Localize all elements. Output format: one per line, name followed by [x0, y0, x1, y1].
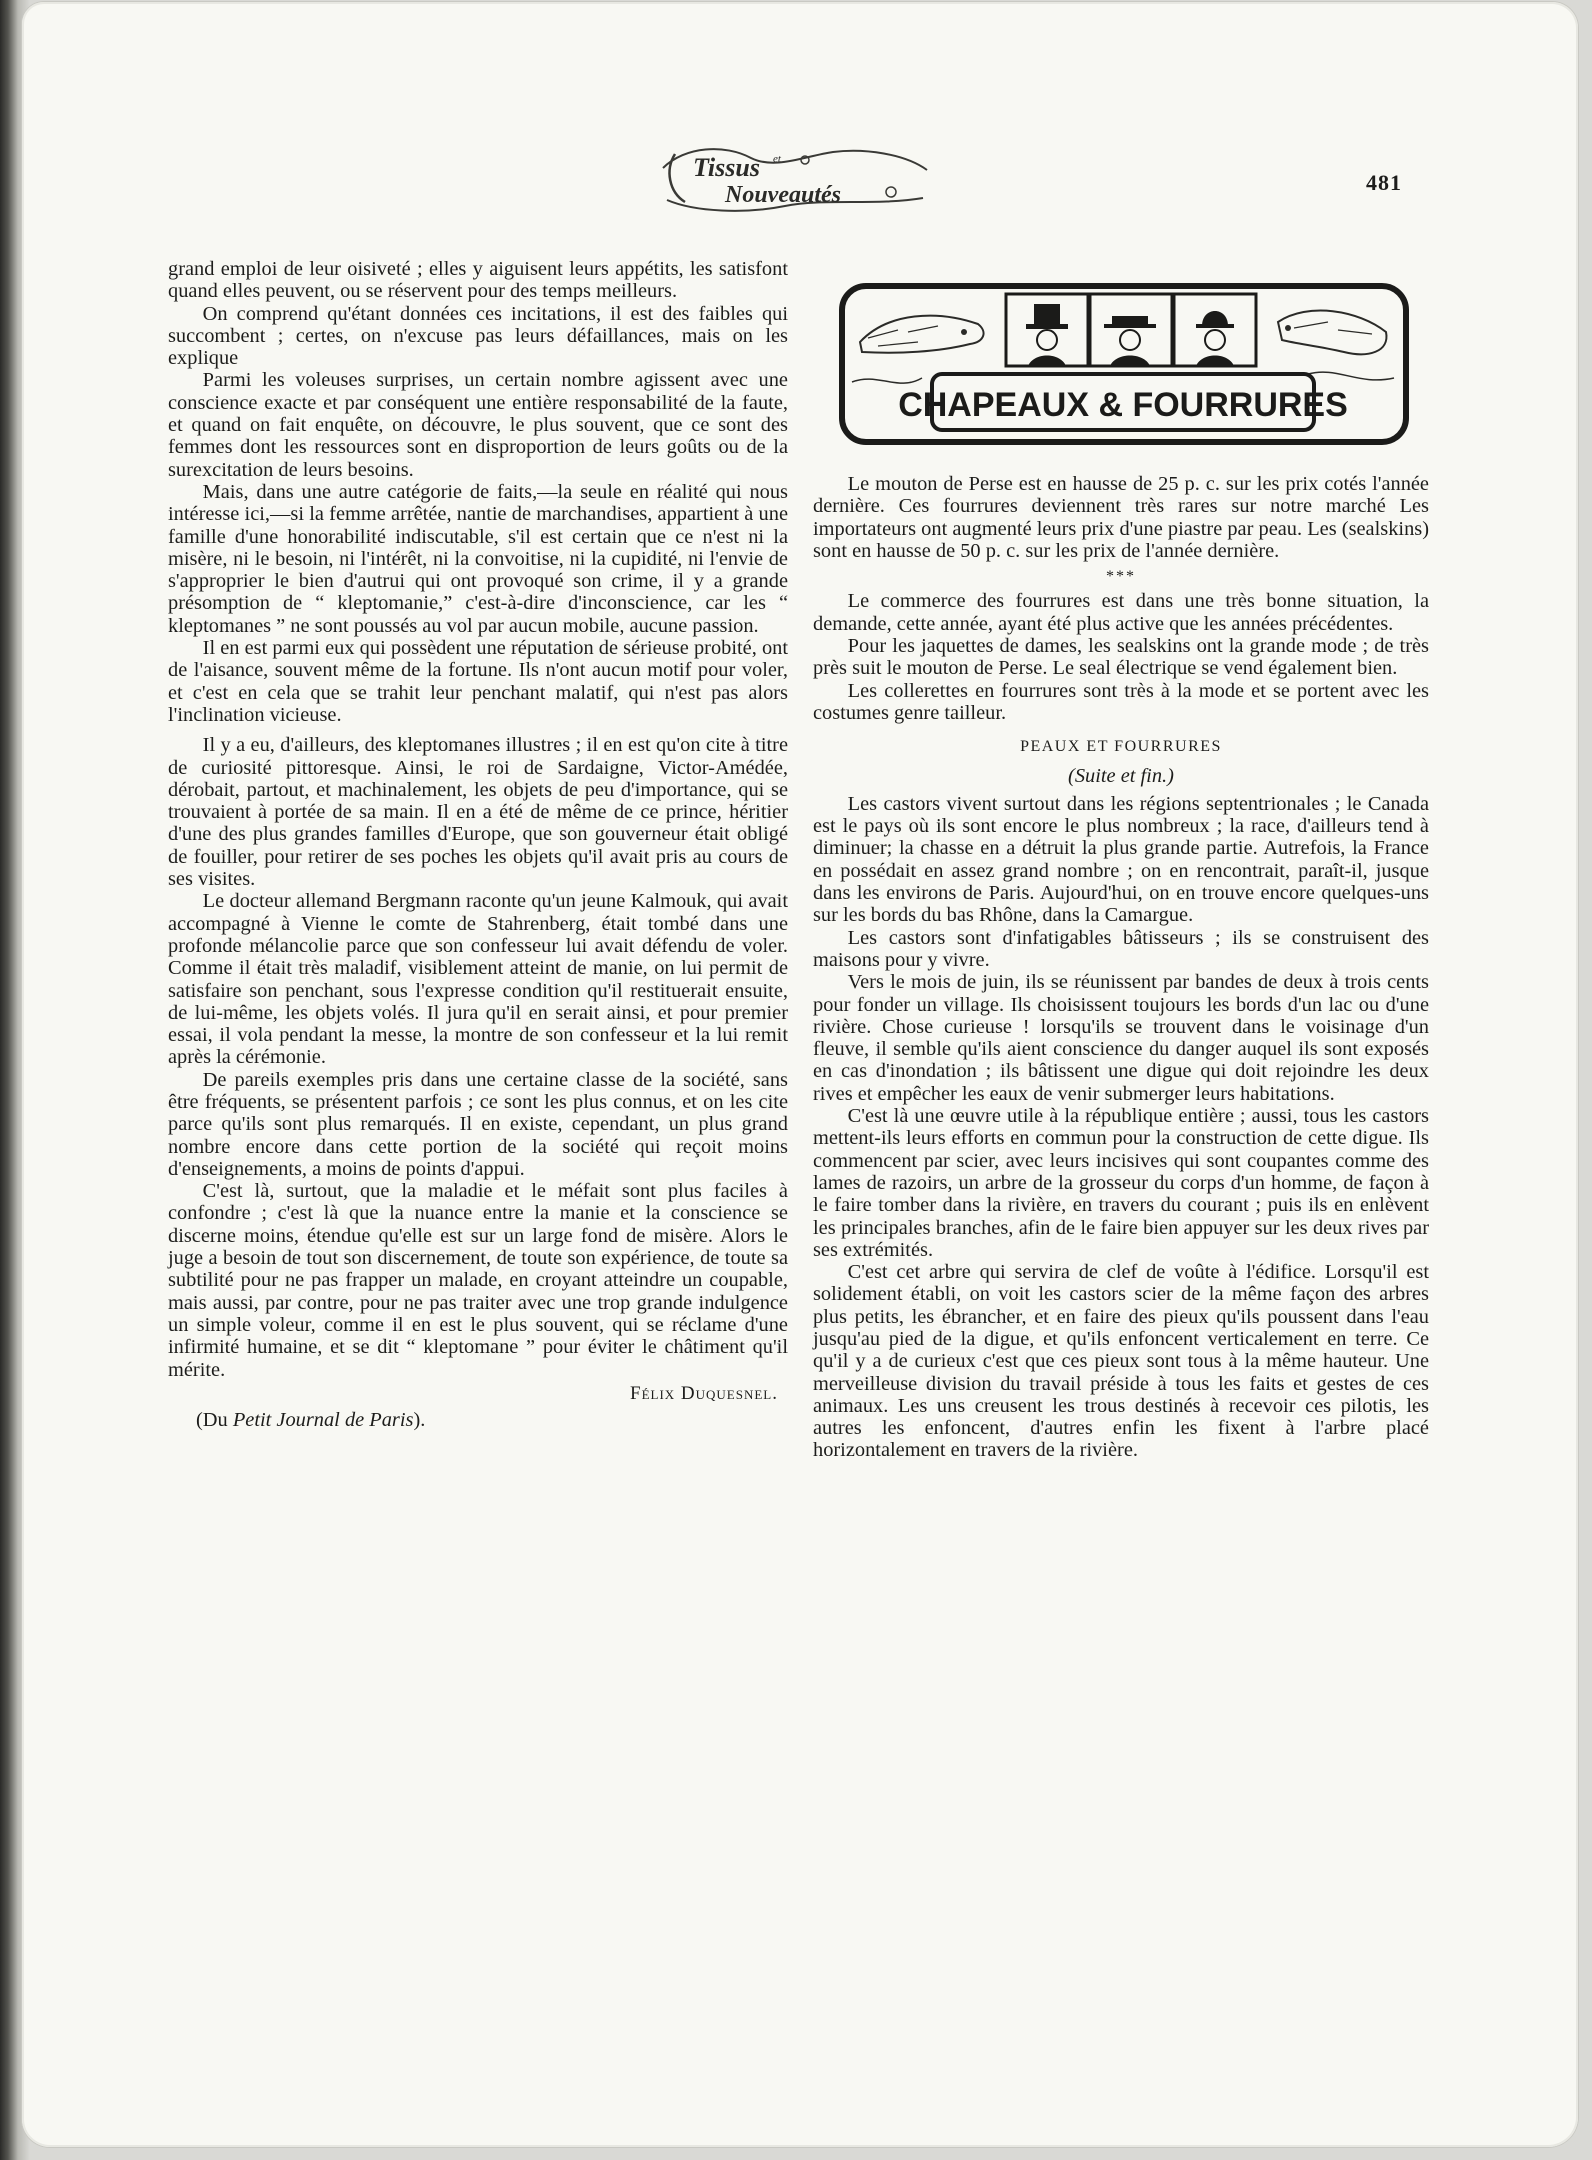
author-signature: Félix Duquesnel.: [630, 1382, 778, 1404]
right-section-paragraph-4: C'est là une œuvre utile à la république entière ; aussi, tous les castors mettent-ils leurs efforts en commun pour la construction de cette digue. Ils commencent par scier, avec leurs incisives qui sont coupantes comme des lames de razoirs, un arbre de la grosseur du corps d'un homme, de façon à le faire tomber dans la rivière, en travers du courant ; puis ils en enlèvent les principales branches, afin de le faire bien appuyer sur les deux rives par ses extrémités.: [813, 1105, 1429, 1261]
right-section-paragraph-2: Les castors sont d'infatigables bâtisseurs ; ils se construisent des maisons pour y vivre.: [813, 926, 1429, 971]
right-market-paragraph-3: Les collerettes en fourrures sont très à la mode et se portent avec les costumes genre tailleur.: [813, 679, 1429, 724]
masthead-word-2: Nouveautés: [725, 182, 841, 208]
page-number: 481: [1366, 170, 1402, 195]
chapeaux-fourrures-banner: [838, 282, 1410, 446]
left-paragraph-7: Le docteur allemand Bergmann raconte qu'un jeune Kalmouk, qui avait accompagné à Vienne le comte de Stahrenberg, était tombé dans une profonde mélancolie parce que son confesseur lui avait défendu de voler. Comme il était très maladif, visiblement atteint de manie, on lui permit de satisfaire son penchant, sous l'expresse condition qu'il restituerait ensuite, de lui-même, les objets volés. Il jura qu'il en serait ainsi, et pour premier essai, il vola pendant la messe, la montre de son confesseur et la lui remit après la cérémonie.: [168, 890, 788, 1069]
left-paragraph-8: De pareils exemples pris dans une certaine classe de la société, sans être fréquents, se présentent parfois ; ce sont les plus connus, et on les cite parce qu'ils sont plus remarqués. Il en existe, cependant, un plus grand nombre encore dans cette portion de la société qui reçoit moins d'enseignements, a moins de points d'appui.: [168, 1068, 788, 1180]
left-paragraph-6: Il y a eu, d'ailleurs, des kleptomanes illustres ; il en est qu'on cite à titre de curiosité pittoresque. Ainsi, le roi de Sardaigne, Victor-Amédée, dérobait, partout, et machinalement, les objets de peu d'importance, qui se trouvaient à portée de sa main. Il en a été de même de ce prince, héritier d'une des plus grandes familles d'Europe, que son gouverneur était obligé de fouiller, pour retirer de ses poches les objets qu'il avait pris au cours de ses visites.: [168, 734, 788, 891]
source-credit: (Du Petit Journal de Paris).: [196, 1409, 426, 1432]
article-right-column: [813, 473, 1429, 1462]
left-paragraph-2: On comprend qu'étant données ces incitations, il est des faibles qui succombent ; certes, on n'excuse pas leurs défaillances, mais on les explique: [168, 302, 788, 370]
masthead-logo: [655, 140, 935, 220]
right-market-paragraph-1: Le commerce des fourrures est dans une très bonne situation, la demande, cette année, ayant été plus active que les années précédentes.: [813, 590, 1429, 635]
left-paragraph-5: Il en est parmi eux qui possèdent une réputation de sérieuse probité, ont de l'aisance, souvent même de la fortune. Ils n'ont aucun motif pour voler, et c'est en cela que se trahit leur penchant malatif, qui n'est pas alors l'inclination vicieuse.: [168, 637, 788, 726]
right-section-paragraph-1: Les castors vivent surtout dans les régions septentrionales ; le Canada est le pays où ils sont encore le plus nombreux ; la race, d'ailleurs tend à diminuer; la chasse en a détruit la plus grande partie. Autrefois, la France en possédait en assez grand nombre ; on en rencontrait, paraît-il, jusque dans les environs de Paris. Aujourd'hui, on en trouve encore quelques-uns sur les bords du bas Rhône, dans la Camargue.: [813, 792, 1429, 927]
right-section-paragraph-5: C'est cet arbre qui servira de clef de voûte à l'édifice. Lorsqu'il est solidement établi, on voit les castors scier de la même façon des arbres plus petits, les ébrancher, et en faire des pieux qu'ils poussent dans l'eau jusqu'au pied de la digue, et qu'ils enfoncent verticalement en terre. Ce qu'il y a de curieux c'est que ces pieux sont tous à la même hauteur. Une merveilleuse division du travail préside à tous les faits et gestes de ces animaux. Les uns creusent les trous destinés à recevoir ces pilotis, les autres les enfoncent, d'autres enfin les fixent à l'arbre placé horizontalement en travers de la rivière.: [813, 1261, 1429, 1462]
asterism-separator: ***: [1106, 568, 1136, 586]
left-paragraph-1: grand emploi de leur oisiveté ; elles y aiguisent leurs appétits, les satisfont quand elles peuvent, ou se réservent pour des temps meilleurs.: [168, 258, 788, 303]
right-section-paragraph-3: Vers le mois de juin, ils se réunissent par bandes de deux à trois cents pour fonder un village. Ils choisissent toujours les bords d'un lac ou d'une rivière. Chose curieuse ! lorsqu'ils se trouvent dans le voisinage d'un fleuve, il semble qu'ils aient conscience du danger auquel ils sont exposés en cas d'inondation ; ils bâtissent une digue qui doit rejoindre les deux rives et empêcher les eaux de venir submerger leurs habitations.: [813, 971, 1429, 1105]
right-intro-paragraph: Le mouton de Perse est en hausse de 25 p. c. sur les prix cotés l'année dernière. Ces fourrures deviennent très rares sur notre marché Les importateurs ont augmenté leurs prix d'une piastre par peau. Les (sealskins) sont en hausse de 50 p. c. sur les prix de l'année dernière.: [813, 473, 1429, 562]
article-left-column: [168, 258, 788, 1431]
section-subheading: (Suite et fin.): [1068, 764, 1174, 787]
masthead-word-1: Tissus: [693, 153, 760, 182]
right-market-paragraph-2: Pour les jaquettes de dames, les sealskins ont la grande mode ; de très près suit le mouton de Perse. Le seal électrique se vend également bien.: [813, 635, 1429, 680]
banner-title: CHAPEAUX & FOURRURES: [898, 386, 1348, 424]
section-heading: PEAUX ET FOURRURES: [1020, 738, 1222, 756]
left-paragraph-3: Parmi les voleuses surprises, un certain nombre agissent avec une conscience exacte et par conséquent une entière responsabilité de la faute, et quand on fait enquête, on découvre, le plus souvent, que ce sont des femmes dont les ressources sont en disproportion de leurs goûts ou de la surexcitation de leurs besoins.: [168, 369, 788, 481]
left-paragraph-9: C'est là, surtout, que la maladie et le méfait sont plus faciles à confondre ; c'est là que la nuance entre la manie et la conscience se discerne moins, étendue qu'elle est sur un large fond de misère. Alors le juge a besoin de tout son discernement, de toute son expérience, de toute sa subtilité pour ne pas frapper un malade, en croyant atteindre un coupable, mais aussi, par contre, pour ne pas traiter avec une trop grande indulgence un simple voleur, comme il en est le plus souvent, qui se réclame d'une infirmité humaine, et se dit “ kleptomane ” pour éviter le châtiment qu'il mérite.: [168, 1180, 788, 1381]
left-paragraph-4: Mais, dans une autre catégorie de faits,—la seule en réalité qui nous intéresse ici,—si la femme arrêtée, nantie de marchandises, appartient à une famille d'une honorabilité indiscutable, s'il est certain que ce n'est ni la misère, ni le besoin, ni l'intérêt, ni la convoitise, ni la cupidité, ni l'envie de s'approprier le bien d'autrui qui ont provoqué son crime, il y a grande présomption de “ kleptomanie,” c'est-à-dire d'inconscience, car les “ kleptomanes ” ne sont poussés au vol par aucun mobile, aucune passion.: [168, 480, 788, 637]
source-title: Petit Journal de Paris: [232, 1409, 414, 1432]
svg-text:et: et: [773, 153, 781, 165]
